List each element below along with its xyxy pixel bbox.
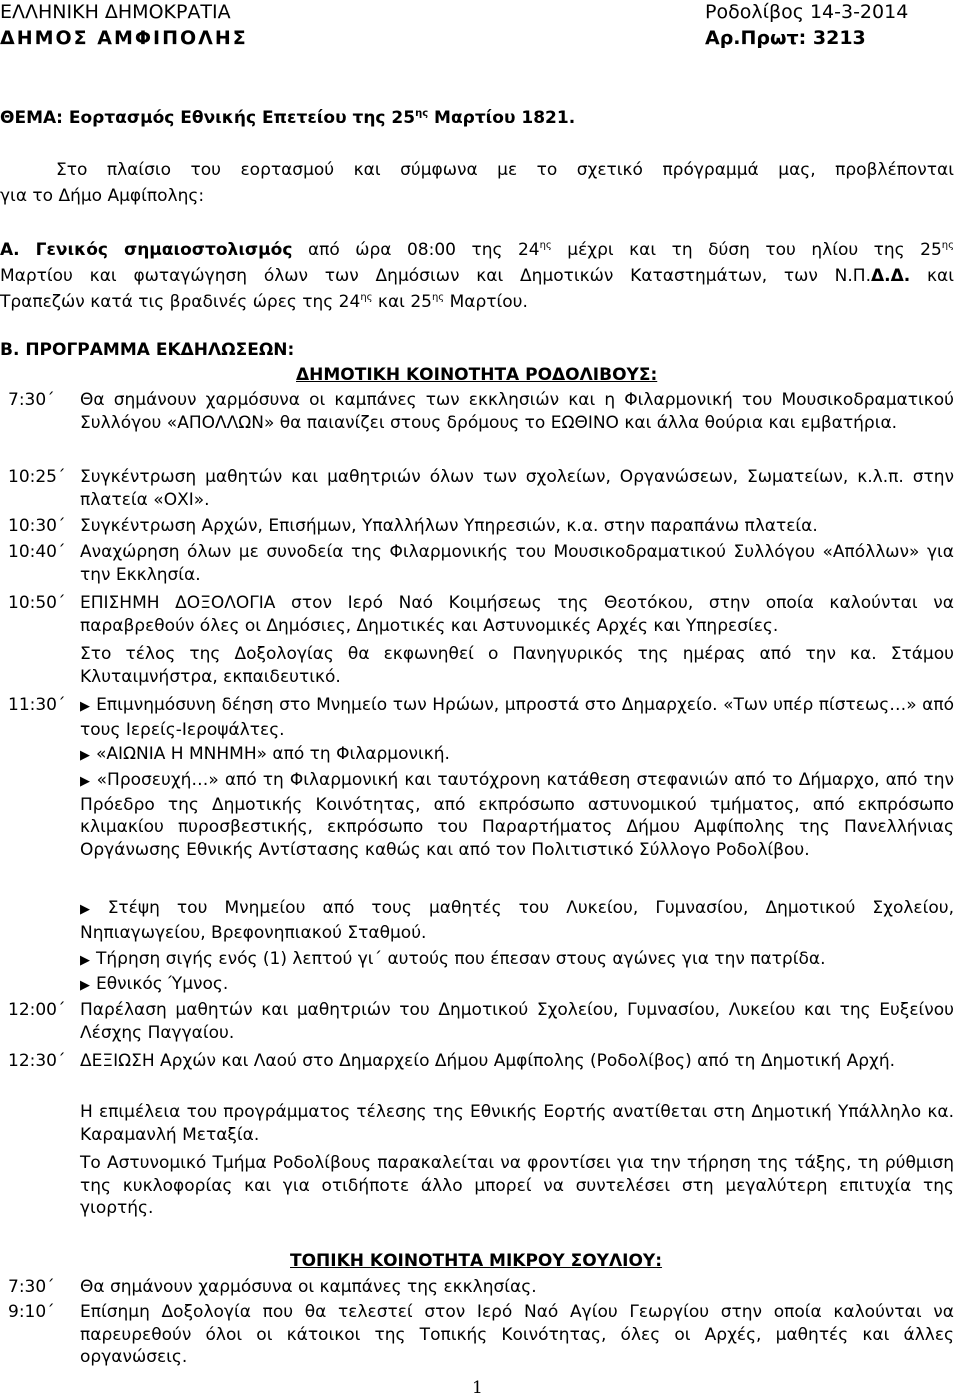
- section-a-text1: από ώρα 08:00 της 24: [292, 240, 540, 260]
- section-a-text2: μέχρι και τη δύση του ηλίου της 25: [551, 240, 942, 260]
- header-right-line1: Ροδολίβος 14-3-2014: [705, 1, 909, 23]
- section-a-line2-bold: Δ.Δ.: [870, 266, 911, 286]
- schedule1-item-1: Συγκέντρωση μαθητών και μαθητριών όλων των σχολείων, Οργανώσεων, Σωματείων, κ.λ.π. στην πλατεία «ΟΧΙ».: [80, 467, 954, 510]
- schedule1-item-4a: ΕΠΙΣΗΜΗ ΔΟΞΟΛΟΓΙΑ στον Ιερό Ναό Κοιμήσεως της Θεοτόκου, στην οποία καλούνται να παραβρεθούν όλες οι Δημόσιες, Δημοτικές και Αστυνομικές Αρχές και Υπηρεσίες.: [80, 593, 954, 636]
- bullet-text: Στέψη του Μνημείου από τους μαθητές του Λυκείου, Γυμνασίου, Δημοτικού Σχολείου, Νηπιαγωγείου, Βρεφονηπιακού Σταθμού.: [80, 898, 954, 943]
- subject-text: Εορτασμός Εθνικής Επετείου της 25: [68, 108, 416, 128]
- schedule1-bullet-5: [80, 973, 954, 998]
- schedule2-time-0: 7:30΄: [8, 1277, 55, 1297]
- play-arrow-icon: ▶: [80, 978, 90, 993]
- schedule1-item-4b: Στο τέλος της Δοξολογίας θα εκφωνηθεί ο Πανηγυρικός της ημέρας από την κα. Στάμου Κλυταιμνήστρα, εκπαιδευτικό.: [80, 644, 954, 687]
- schedule1-time-6: 12:00΄: [8, 1000, 66, 1020]
- schedule1-bullet-4: [80, 948, 954, 973]
- schedule1-bullet-1: [80, 743, 954, 768]
- intro-line1: Στο πλαίσιο του εορτασμού και σύμφωνα με το σχετικό πρόγραμμά μας, προβλέπονται: [56, 160, 954, 180]
- bullet-text: Εθνικός Ύμνος.: [96, 974, 229, 994]
- schedule1-item-0: Θα σημάνουν χαρμόσυνα οι καμπάνες των εκκλησιών και η Φιλαρμονική του Μουσικοδραματικού Συλλόγου «ΑΠΟΛΛΩΝ» θα παιανίζει στους δρόμους το ΕΩΘΙΝΟ και άλλα θούρια και εμβατήρια.: [80, 390, 954, 433]
- schedule1-time-0: 7:30΄: [8, 390, 55, 410]
- play-arrow-icon: ▶: [80, 902, 102, 917]
- schedule1-time-2: 10:30΄: [8, 516, 66, 536]
- section-a-line2: [0, 265, 954, 287]
- section-a-line1: [0, 239, 954, 261]
- section-a-line3-end: Μαρτίου.: [444, 292, 528, 312]
- schedule1-bullet-3: [80, 897, 954, 944]
- subject-line: [0, 107, 575, 129]
- schedule1-time-3: 10:40΄: [8, 542, 66, 562]
- header-left-line2: ΔΗΜΟΣ ΑΜΦΙΠΟΛΗΣ: [0, 27, 248, 49]
- bullet-text: «Προσευχή…» από τη Φιλαρμονική και ταυτόχρονη κατάθεση στεφανιών από το Δήμαρχο, από την Πρόεδρο της Δημοτικής Κοινότητας, από εκπρόσωπο αστυνομικού τμήματος, από εκπρόσωπο κλιμακίου πυροσβεστικής, εκπρόσωπο του Παραρτήματος Δήμου Αμφίπολης της Πανελλήνιας Οργάνωσης Εθνικής Αντίστασης καθώς και από τον Πολιτιστικό Σύλλογο Ροδολίβου.: [80, 770, 955, 860]
- schedule1-item-7b: Η επιμέλεια του προγράμματος τέλεσης της Εθνικής Εορτής ανατίθεται στη Δημοτική Υπάλληλο κα. Καραμανλή Μεταξία.: [80, 1102, 954, 1145]
- section-a-line3-text: Τραπεζών κατά τις βραδινές ώρες της 24: [0, 292, 361, 312]
- schedule2-time-1: 9:10΄: [8, 1302, 55, 1322]
- subject-prefix: ΘΕΜΑ:: [0, 108, 69, 128]
- schedule2-item-1: Επίσημη Δοξολογία που θα τελεστεί στον Ιερό Ναό Αγίου Γεωργίου στην οποία καλούνται να παρευρεθούν όλοι οι κάτοικοι της Τοπικής Κοινότητας, όλες οι Αρχές, μαθητές και άλλες οργανώσεις.: [80, 1302, 954, 1367]
- section-a-line2-text: Μαρτίου και φωταγώγηση όλων των Δημόσιων και Δημοτικών Καταστημάτων, των Ν.Π.: [0, 266, 871, 286]
- intro-line2: για το Δήμο Αμφίπολης:: [0, 186, 205, 206]
- schedule1-bullet-2: [80, 769, 954, 861]
- section-a-sup1: ης: [539, 240, 552, 251]
- schedule2-item-0: Θα σημάνουν χαρμόσυνα οι καμπάνες της εκκλησίας.: [80, 1277, 537, 1297]
- play-arrow-icon: ▶: [80, 699, 91, 714]
- play-arrow-icon: ▶: [80, 748, 90, 763]
- section-b-label: Β. ΠΡΟΓΡΑΜΜΑ ΕΚΔΗΛΩΣΕΩΝ:: [0, 340, 295, 360]
- schedule1-time-7: 12:30΄: [8, 1051, 66, 1071]
- schedule1-item-6: Παρέλαση μαθητών και μαθητριών του Δημοτικού Σχολείου, Γυμνασίου, Λυκείου και της Ευξείνου Λέσχης Παγγαίου.: [80, 1000, 954, 1043]
- section-a-line3-mid: και 25: [372, 292, 432, 312]
- schedule1-time-1: 10:25΄: [8, 467, 66, 487]
- header-left-line1: ΕΛΛΗΝΙΚΗ ΔΗΜΟΚΡΑΤΙΑ: [0, 1, 231, 23]
- bullet-text: Επιμνημόσυνη δέηση στο Μνημείο των Ηρώων, μπροστά στο Δημαρχείο. «Των υπέρ πίστεως…» από τους Ιερείς-Ιεροψάλτες.: [80, 695, 954, 740]
- schedule1-time-4: 10:50΄: [8, 593, 66, 613]
- schedule1-time-5: 11:30΄: [8, 695, 66, 715]
- section-a-label: Α. Γενικός σημαιοστολισμός: [0, 240, 293, 260]
- page-number: 1: [472, 1378, 483, 1398]
- community2-title: ΤΟΠΙΚΗ ΚΟΙΝΟΤΗΤΑ ΜΙΚΡΟΥ ΣΟΥΛΙΟΥ:: [290, 1251, 663, 1271]
- schedule1-item-3: Αναχώρηση όλων με συνοδεία της Φιλαρμονικής του Μουσικοδραματικού Συλλόγου «Απόλλων» για την Εκκλησία.: [80, 542, 954, 585]
- subject-suffix: Μαρτίου 1821.: [428, 108, 576, 128]
- header-right-line2: Αρ.Πρωτ: 3213: [705, 27, 866, 49]
- bullet-text: Τήρηση σιγής ενός (1) λεπτού γι΄ αυτούς που έπεσαν στους αγώνες για την πατρίδα.: [96, 949, 826, 969]
- schedule1-bullet-0: [80, 694, 954, 741]
- section-a-sup2: ης: [941, 240, 954, 251]
- schedule1-item-2: Συγκέντρωση Αρχών, Επισήμων, Υπαλλήλων Υπηρεσιών, κ.α. στην παραπάνω πλατεία.: [80, 516, 818, 536]
- play-arrow-icon: ▶: [80, 953, 90, 968]
- subject-sup: ης: [415, 108, 429, 119]
- play-arrow-icon: ▶: [80, 774, 91, 789]
- schedule1-item-7c: Το Αστυνομικό Τμήμα Ροδολίβους παρακαλείται να φροντίσει για την τήρηση της τάξης, τη ρύθμιση της κυκλοφορίας και για οτιδήποτε άλλο μπορεί να συντελέσει στη μεγαλύτερη επιτυχία της γιορτής.: [80, 1153, 954, 1218]
- section-a-line3: [0, 291, 528, 313]
- schedule1-item-7a: ΔΕΞΙΩΣΗ Αρχών και Λαού στο Δημαρχείο Δήμου Αμφίπολης (Ροδολίβος) από τη Δημοτική Αρχή.: [80, 1051, 896, 1071]
- bullet-text: «ΑΙΩΝΙΑ Η ΜΝΗΜΗ» από τη Φιλαρμονική.: [96, 744, 450, 764]
- section-a-line2-end: και: [910, 266, 954, 286]
- section-a-line3-sup2: ης: [431, 292, 445, 303]
- section-a-line3-sup1: ης: [360, 292, 373, 303]
- community1-title: ΔΗΜΟΤΙΚΗ ΚΟΙΝΟΤΗΤΑ ΡΟΔΟΛΙΒΟΥΣ:: [296, 365, 658, 385]
